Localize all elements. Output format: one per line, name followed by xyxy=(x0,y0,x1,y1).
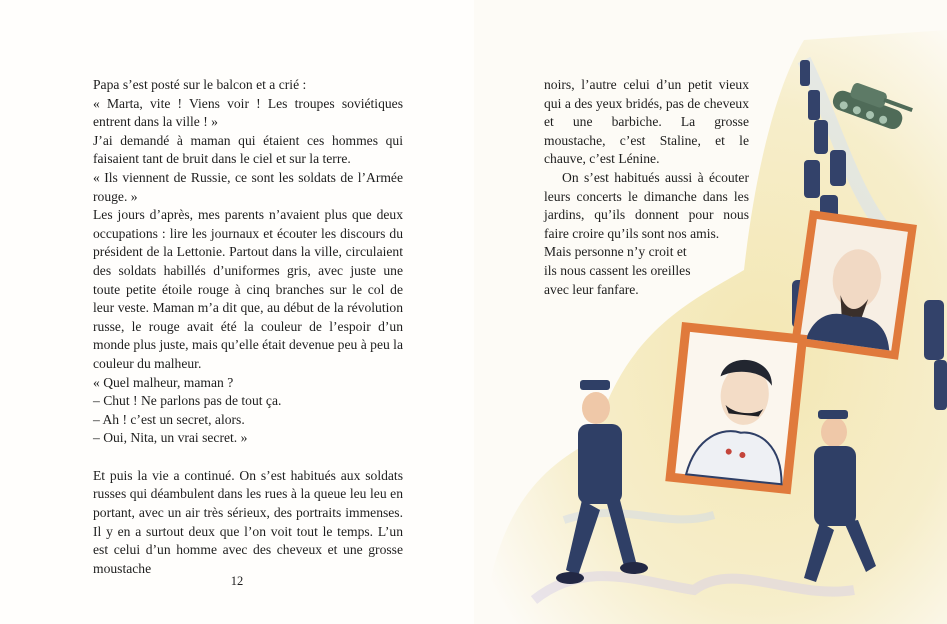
paragraph: On s’est habitués aussi à écouter leurs concerts le dimanche dans les jardins, qu’ils donnent pour nous faire croire qu’ils sont nos amis. xyxy=(544,169,749,241)
paragraph: Papa s’est posté sur le balcon et a crié : xyxy=(93,77,307,92)
page-number: 12 xyxy=(230,574,244,588)
paragraph: noirs, l’autre celui d’un petit vieux qui a des yeux bridés, pas de cheveux et une barbiche. La grosse moustache, c’est Staline, et le chauve, c’est Lénine. xyxy=(544,77,749,167)
paragraph: Les jours d’après, mes parents n’avaient plus que deux occupations : lire les journaux et écouter les discours du président de la Lettonie. Partout dans la ville, circulaient des soldats habillés d’uniformes gris, avec juste une toute petite étoile rouge à cinq branches sur le col de leur veste. Maman m’a dit que, au début de la révolution russe, le rouge avait été la couleur de l’espoir d’un monde plus juste, mais qu’elle était devenue peu à peu la couleur du malheur. xyxy=(93,207,403,371)
dialogue-line: – Chut ! Ne parlons pas de tout ça. xyxy=(93,393,282,409)
dialogue-line: – Oui, Nita, un vrai secret. » xyxy=(93,430,248,446)
portrait-lenin xyxy=(791,210,917,360)
paragraph: « Ils viennent de Russie, ce sont les soldats de l’Armée rouge. » xyxy=(93,169,403,204)
dialogue-line: – Ah ! c’est un secret, alors. xyxy=(93,411,245,427)
left-page-text xyxy=(93,76,403,578)
portrait-stalin xyxy=(665,322,807,494)
text-line: ils nous cassent les oreilles xyxy=(544,262,691,278)
paragraph: J’ai demandé à maman qui étaient ces hommes qui faisaient tant de bruit dans le ciel et sur la terre. xyxy=(93,132,403,167)
paragraph: « Marta, vite ! Viens voir ! Les troupes soviétiques entrent dans la ville ! » xyxy=(93,95,403,130)
right-page-text xyxy=(544,76,749,299)
text-line: avec leur fanfare. xyxy=(544,281,639,297)
right-page xyxy=(474,0,947,624)
paragraph: Et puis la vie a continué. On s’est habitués aux soldats russes qui déambulent dans les rues à la queue leu leu en portant, avec un air très sérieux, des portraits immenses. Il y en a surtout deux que l’on voit tout le temps. L’un est celui d’un homme avec des cheveux et une grosse moustache xyxy=(93,467,403,576)
dialogue-line: « Quel malheur, maman ? xyxy=(93,374,234,390)
text-line: Mais personne n’y croit et xyxy=(544,244,687,260)
